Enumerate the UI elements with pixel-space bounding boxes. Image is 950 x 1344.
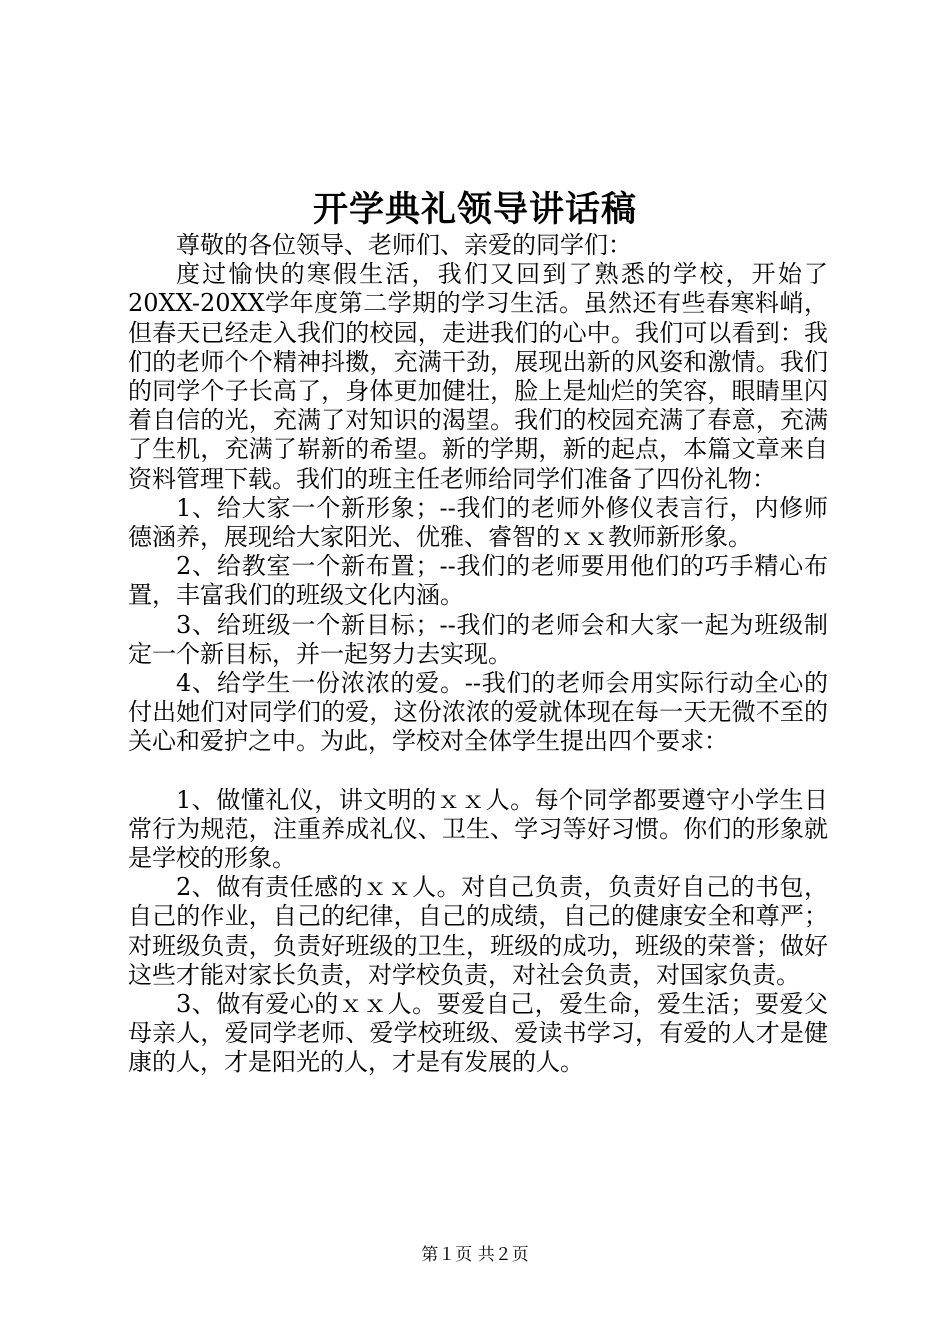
- document-title: 开学典礼领导讲话稿: [312, 189, 637, 230]
- gift-item-1: 1、给大家一个新形象；--我们的老师外修仪表言行，内修师德涵养，展现给大家阳光、优雅、睿智的ｘｘ教师新形象。: [128, 493, 828, 552]
- gift-item-4: 4、给学生一份浓浓的爱。--我们的老师会用实际行动全心的付出她们对同学们的爱，这份浓浓的爱就体现在每一天无微不至的关心和爱护之中。为此，学校对全体学生提出四个要求：: [128, 669, 828, 756]
- requirement-item-1: 1、做懂礼仪，讲文明的ｘｘ人。每个同学都要遵守小学生日常行为规范，注重养成礼仪、卫生、学习等好习惯。你们的形象就是学校的形象。: [128, 785, 828, 873]
- document-body: [128, 231, 828, 1078]
- requirement-item-2: 2、做有责任感的ｘｘ人。对自己负责，负责好自己的书包，自己的作业，自己的纪律，自己的成绩，自己的健康安全和尊严；对班级负责，负责好班级的卫生，班级的成功，班级的荣誉；做好这些才能对家长负责，对学校负责，对社会负责，对国家负责。: [128, 873, 828, 989]
- greeting-paragraph: 尊敬的各位领导、老师们、亲爱的同学们：: [176, 231, 632, 259]
- gift-item-3: 3、给班级一个新目标；--我们的老师会和大家一起为班级制定一个新目标，并一起努力去实现。: [128, 610, 828, 668]
- gift-item-2: 2、给教室一个新布置；--我们的老师要用他们的巧手精心布置，丰富我们的班级文化内涵。: [128, 552, 828, 610]
- requirement-item-3: 3、做有爱心的ｘｘ人。要爱自己，爱生命，爱生活；要爱父母亲人，爱同学老师、爱学校班级、爱读书学习，有爱的人才是健康的人，才是阳光的人，才是有发展的人。: [128, 990, 828, 1077]
- page-number-footer: 第１页 共２页: [421, 1245, 529, 1265]
- intro-paragraph: 度过愉快的寒假生活，我们又回到了熟悉的学校，开始了20XX-20XX学年度第二学期的学习生活。虽然还有些春寒料峭，但春天已经走入我们的校园，走进我们的心中。我们可以看到：我们的老师个个精神抖擞，充满干劲，展现出新的风姿和激情。我们的同学个子长高了，身体更加健壮，脸上是灿烂的笑容，眼睛里闪着自信的光，充满了对知识的渴望。我们的校园充满了春意，充满了生机，充满了崭新的希望。新的学期，新的起点，本篇文章来自资料管理下载。我们的班主任老师给同学们准备了四份礼物：: [128, 260, 828, 493]
